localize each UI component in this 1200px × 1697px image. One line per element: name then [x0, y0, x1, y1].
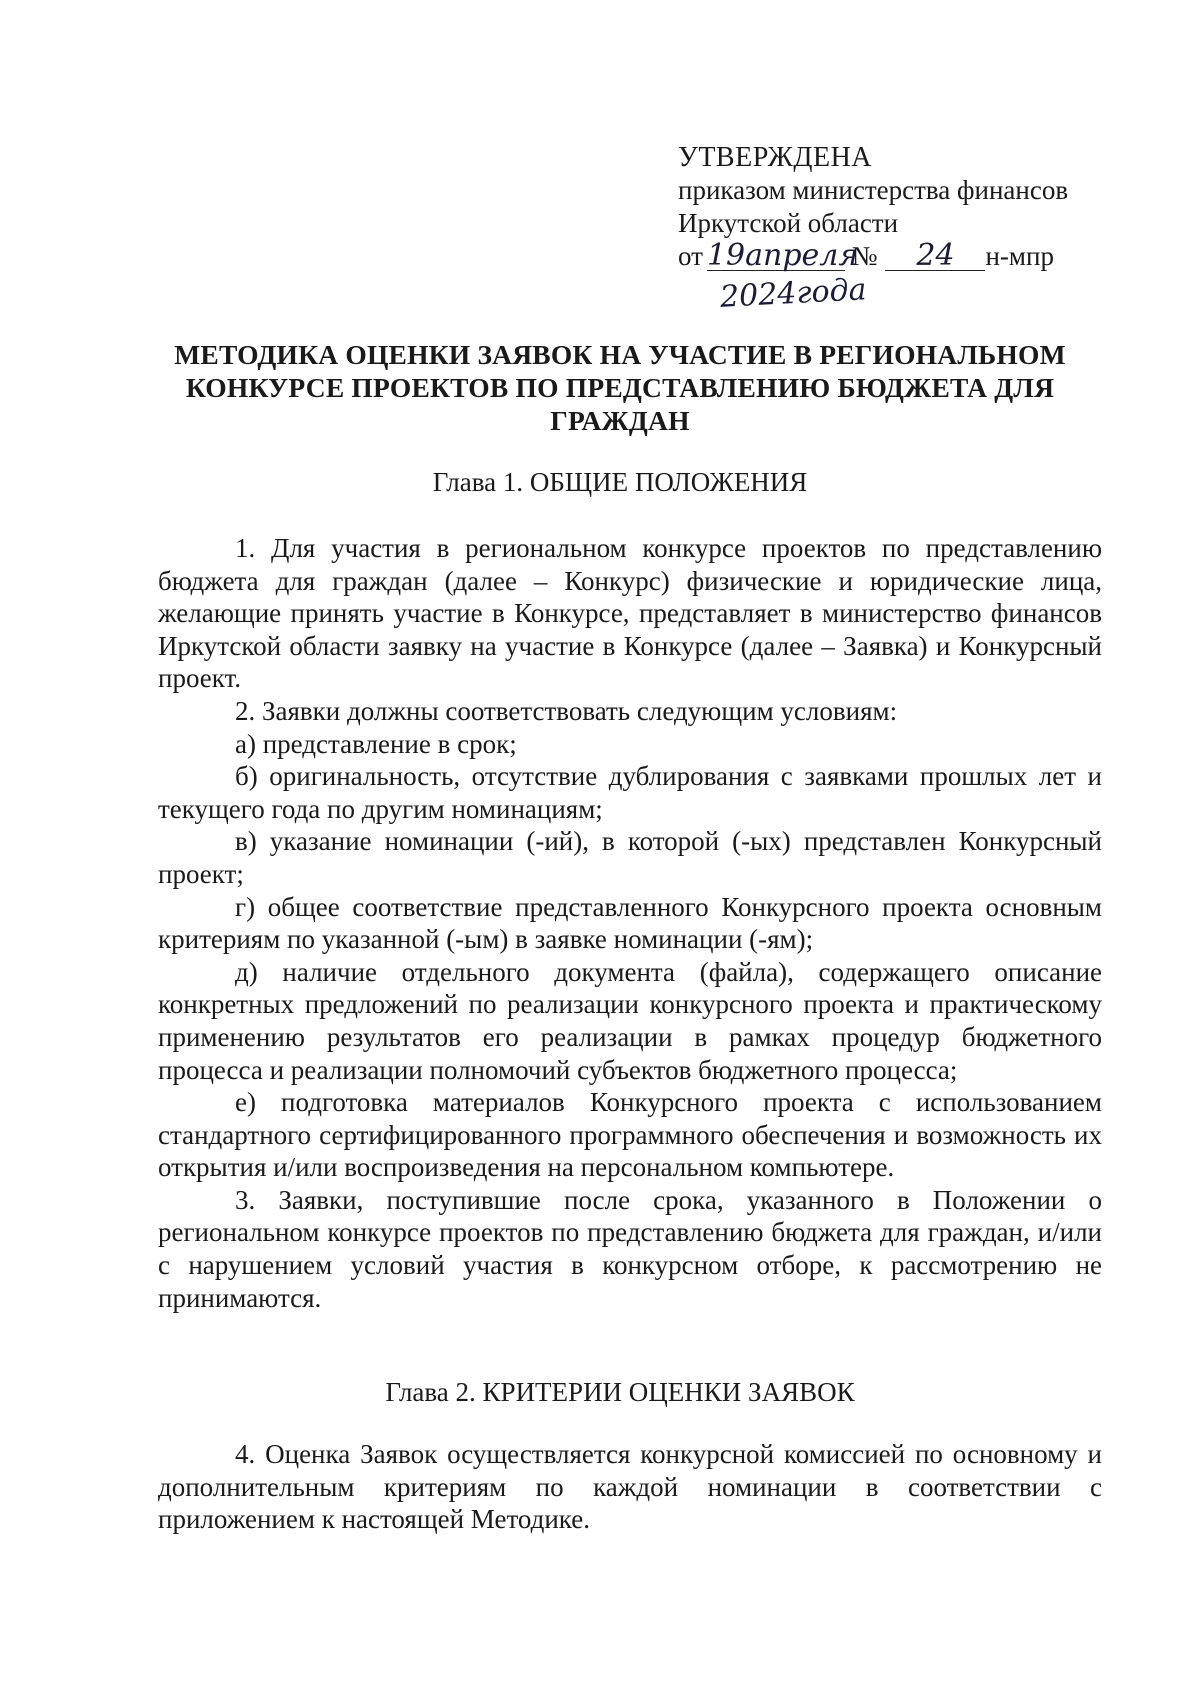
from-label: от [678, 241, 703, 271]
chapter-2-heading: Глава 2. КРИТЕРИИ ОЦЕНКИ ЗАЯВОК [385, 1377, 855, 1407]
paragraph: д) наличие отдельного документа (файла), содержащего описание конкретных предложений по реализации конкурсного проекта и практическому применению результатов его реализации в рамках процедур бюджетного процесса и реализации полномочий субъектов бюджетного процесса; [158, 956, 1102, 1085]
paragraph: 3. Заявки, поступившие после срока, указанного в Положении о региональном конкурсе проектов по представлению бюджета для граждан, и/или с нарушением условий участия в конкурсном отборе, к рассмотрению не принимаются. [158, 1184, 1102, 1313]
approval-block [678, 141, 1068, 273]
number-field [885, 238, 985, 273]
order-suffix: н-мпр [985, 241, 1054, 271]
paragraph: 1. Для участия в региональном конкурсе проектов по представлению бюджета для граждан (далее – Конкурс) физические и юридические лица, желающие принять участие в Конкурсе, представляет в министерство финансов Иркутской области заявку на участие в Конкурсе (далее – Заявка) и Конкурсный проект. [158, 533, 1102, 694]
handwritten-number: 24 [916, 238, 955, 273]
paragraph: 2. Заявки должны соответствовать следующим условиям: [235, 695, 898, 726]
chapter-1-heading: Глава 1. ОБЩИЕ ПОЛОЖЕНИЯ [432, 467, 808, 497]
paragraph: 4. Оценка Заявок осуществляется конкурсной комиссией по основному и дополнительным критериям по каждой номинации в соответствии с приложением к настоящей Методике. [158, 1439, 1102, 1535]
approval-region-line: Иркутской области [678, 208, 899, 238]
handwritten-date: 19апреля [706, 238, 859, 273]
chapter-2-body [158, 1438, 1102, 1536]
document-title: МЕТОДИКА ОЦЕНКИ ЗАЯВОК НА УЧАСТИЕ В РЕГИОНАЛЬНОМ КОНКУРСЕ ПРОЕКТОВ ПО ПРЕДСТАВЛЕНИЮ БЮДЖЕТА ДЛЯ ГРАЖДАН [174, 339, 1066, 436]
handwritten-year: 2024года [719, 272, 868, 315]
approval-order-line: приказом министерства финансов [678, 175, 1069, 205]
approval-heading: УТВЕРЖДЕНА [678, 142, 873, 173]
date-field [706, 238, 859, 273]
paragraph: б) оригинальность, отсутствие дублирования с заявками прошлых лет и текущего года по другим номинациям; [158, 761, 1102, 824]
approval-date-number-line [678, 240, 1068, 273]
paragraph: е) подготовка материалов Конкурсного проекта с использованием стандартного сертифицированного программного обеспечения и возможность их открытия и/или воспроизведения на персональном компьютере. [158, 1087, 1102, 1183]
paragraph: г) общее соответствие представленного Конкурсного проекта основным критериям по указанной (-ым) в заявке номинации (-ям); [158, 891, 1102, 955]
paragraph: а) представление в срок; [235, 728, 517, 759]
number-label: № [851, 241, 878, 271]
chapter-1-body [158, 532, 1102, 1314]
paragraph: в) указание номинации (-ий), в которой (-ых) представлен Конкурсный проект; [158, 826, 1102, 889]
